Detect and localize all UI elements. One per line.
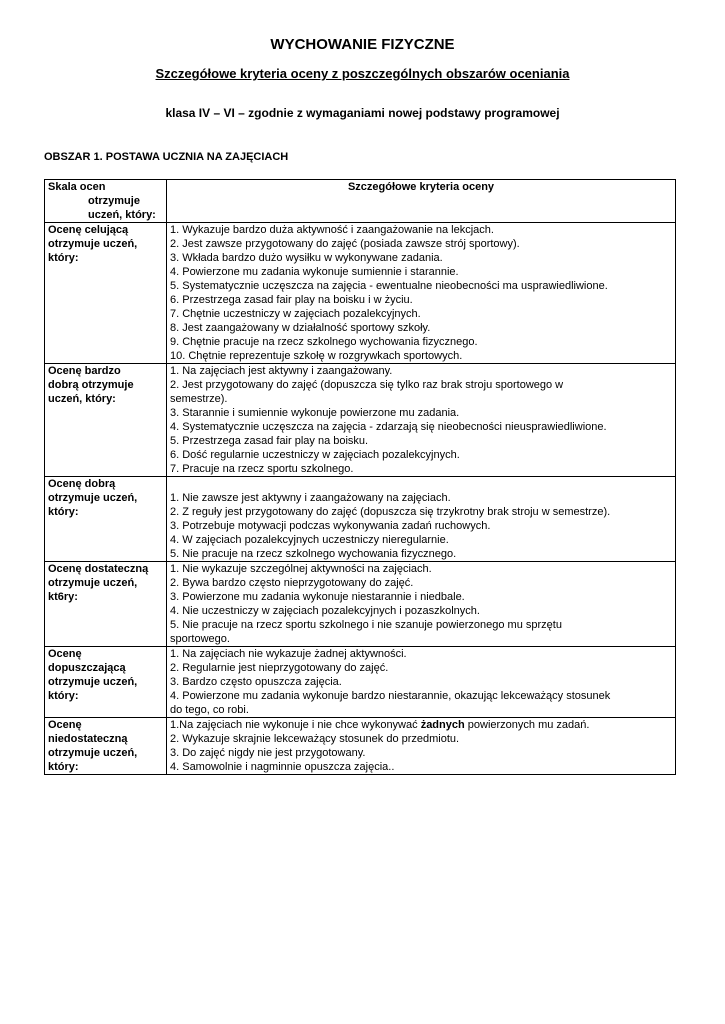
criterion-item: 1. Nie zawsze jest aktywny i zaangażowany na zajęciach. xyxy=(170,492,451,504)
criterion-item: 1. Nie wykazuje szczególnej aktywności na zajęciach. xyxy=(170,563,432,575)
grade-line: Ocenę bardzo xyxy=(48,365,121,377)
criterion-item: 10. Chętnie reprezentuje szkołę w rozgrywkach sportowych. xyxy=(170,350,463,362)
grade-line: niedostateczną xyxy=(48,733,128,745)
document-title: WYCHOWANIE FIZYCZNE xyxy=(270,36,455,53)
criterion-item: 2. Wykazuje skrajnie lekceważący stosunek do przedmiotu. xyxy=(170,733,460,745)
criteria-cell xyxy=(167,718,676,775)
table-row-dobra xyxy=(45,477,676,562)
table-header-row xyxy=(45,180,676,223)
criterion-item: 2. Z reguły jest przygotowany do zajęć (dopuszcza się trzykrotny brak stroju w semestrze). xyxy=(170,506,611,518)
criterion-item: 4. Systematycznie uczęszcza na zajęcia - zdarzają się nieobecności nieusprawiedliwione. xyxy=(170,421,607,433)
header-line: uczeń, który: xyxy=(88,209,156,221)
criterion-item: 7. Chętnie uczestniczy w zajęciach pozalekcyjnych. xyxy=(170,308,421,320)
grade-line: Ocenę xyxy=(48,719,82,731)
criteria-cell xyxy=(167,477,676,562)
criterion-item: 4. Samowolnie i nagminnie opuszcza zajęcia.. xyxy=(170,761,395,773)
criterion-item: 4. Powierzone mu zadania wykonuje bardzo niestarannie, okazując lekceważący stosunek xyxy=(170,690,611,702)
criterion-item: 3. Bardzo często opuszcza zajęcia. xyxy=(170,676,342,688)
table-row-dostateczna xyxy=(45,562,676,647)
criterion-item: 3. Potrzebuje motywacji podczas wykonywania zadań ruchowych. xyxy=(170,520,491,532)
grade-line: otrzymuje uczeń, xyxy=(48,676,138,688)
grade-line: uczeń, który: xyxy=(48,393,116,405)
grade-line: który: xyxy=(48,761,79,773)
criterion-item: semestrze). xyxy=(170,393,228,405)
criterion-item: 6. Dość regularnie uczestniczy w zajęciach pozalekcyjnych. xyxy=(170,449,460,461)
criterion-item: 3. Powierzone mu zadania wykonuje niestarannie i niedbale. xyxy=(170,591,465,603)
criterion-item: 5. Systematycznie uczęszcza na zajęcia - ewentualne nieobecności ma usprawiedliwione. xyxy=(170,280,608,292)
grade-line: kt6ry: xyxy=(48,591,78,603)
grade-cell xyxy=(45,223,167,364)
criteria-header: Szczegółowe kryteria oceny xyxy=(167,180,676,223)
criterion-emphasis: żadnych xyxy=(420,719,465,731)
criterion-item: 1. Na zajęciach nie wykazuje żadnej aktywności. xyxy=(170,648,407,660)
grade-cell xyxy=(45,718,167,775)
grade-line: Ocenę dobrą xyxy=(48,478,116,490)
criteria-table xyxy=(44,179,676,775)
criterion-item: 5. Nie pracuje na rzecz szkolnego wychowania fizycznego. xyxy=(170,548,457,560)
criterion-item: 2. Regularnie jest nieprzygotowany do zajęć. xyxy=(170,662,389,674)
criterion-item: do tego, co robi. xyxy=(170,704,249,716)
grade-line: Ocenę dostateczną xyxy=(48,563,149,575)
grade-line: dobrą otrzymuje xyxy=(48,379,134,391)
grade-line: otrzymuje uczeń, xyxy=(48,747,138,759)
criterion-item: 4. Nie uczestniczy w zajęciach pozalekcyjnych i pozaszkolnych. xyxy=(170,605,480,617)
criterion-item: 7. Pracuje na rzecz sportu szkolnego. xyxy=(170,463,354,475)
criterion-item: 1. Na zajęciach jest aktywny i zaangażowany. xyxy=(170,365,393,377)
criterion-item: 3. Starannie i sumiennie wykonuje powierzone mu zadania. xyxy=(170,407,460,419)
grade-line: Ocenę celującą xyxy=(48,224,129,236)
grade-scale-header xyxy=(45,180,167,223)
criterion-item xyxy=(170,718,672,732)
grade-line: który: xyxy=(48,252,79,264)
grade-line: dopuszczającą xyxy=(48,662,126,674)
header-line: Skala ocen xyxy=(48,181,106,193)
blank-line xyxy=(170,477,672,491)
section-heading: OBSZAR 1. POSTAWA UCZNIA NA ZAJĘCIACH xyxy=(44,151,289,163)
table-row-dopuszczajaca xyxy=(45,647,676,718)
criteria-cell xyxy=(167,223,676,364)
criterion-item: 9. Chętnie pracuje na rzecz szkolnego wychowania fizycznego. xyxy=(170,336,478,348)
grade-line: otrzymuje uczeń, xyxy=(48,238,138,250)
table-row-bardzo-dobra xyxy=(45,364,676,477)
criterion-item: 5. Przestrzega zasad fair play na boisku. xyxy=(170,435,369,447)
grade-line: który: xyxy=(48,690,79,702)
header-line: otrzymuje xyxy=(88,195,140,207)
criterion-item: 4. Powierzone mu zadania wykonuje sumiennie i starannie. xyxy=(170,266,459,278)
criterion-item: 8. Jest zaangażowany w działalność sportowy szkoły. xyxy=(170,322,431,334)
criterion-item: sportowego. xyxy=(170,633,230,645)
grade-line: otrzymuje uczeń, xyxy=(48,492,138,504)
criterion-item: 2. Jest zawsze przygotowany do zajęć (posiada zawsze strój sportowy). xyxy=(170,238,520,250)
grade-cell xyxy=(45,477,167,562)
criterion-item: 4. W zajęciach pozalekcyjnych uczestniczy nieregularnie. xyxy=(170,534,449,546)
grade-cell xyxy=(45,647,167,718)
criteria-cell xyxy=(167,562,676,647)
grade-line: otrzymuje uczeń, xyxy=(48,577,138,589)
table-row-celujaca xyxy=(45,223,676,364)
criterion-item: 3. Wkłada bardzo dużo wysiłku w wykonywane zadania. xyxy=(170,252,443,264)
criterion-item: 5. Nie pracuje na rzecz sportu szkolnego i nie szanuje powierzonego mu sprzętu xyxy=(170,619,562,631)
grade-cell xyxy=(45,562,167,647)
criterion-text: 1.Na zajęciach nie wykonuje i nie chce wykonywać xyxy=(170,719,421,731)
document-subtitle: Szczegółowe kryteria oceny z poszczególnych obszarów oceniania xyxy=(155,66,570,81)
criterion-item: 3. Do zajęć nigdy nie jest przygotowany. xyxy=(170,747,366,759)
criteria-cell xyxy=(167,364,676,477)
criterion-item: 2. Jest przygotowany do zajęć (dopuszcza się tylko raz brak stroju sportowego w xyxy=(170,379,564,391)
grade-line: który: xyxy=(48,506,79,518)
criteria-cell xyxy=(167,647,676,718)
class-range-heading: klasa IV – VI – zgodnie z wymaganiami nowej podstawy programowej xyxy=(165,106,560,120)
table-row-niedostateczna xyxy=(45,718,676,775)
criterion-item: 2. Bywa bardzo często nieprzygotowany do zajęć. xyxy=(170,577,414,589)
criterion-item: 6. Przestrzega zasad fair play na boisku i w życiu. xyxy=(170,294,413,306)
criterion-text: powierzonych mu zadań. xyxy=(464,719,590,731)
grade-cell xyxy=(45,364,167,477)
grade-line: Ocenę xyxy=(48,648,82,660)
criterion-item: 1. Wykazuje bardzo duża aktywność i zaangażowanie na lekcjach. xyxy=(170,224,494,236)
